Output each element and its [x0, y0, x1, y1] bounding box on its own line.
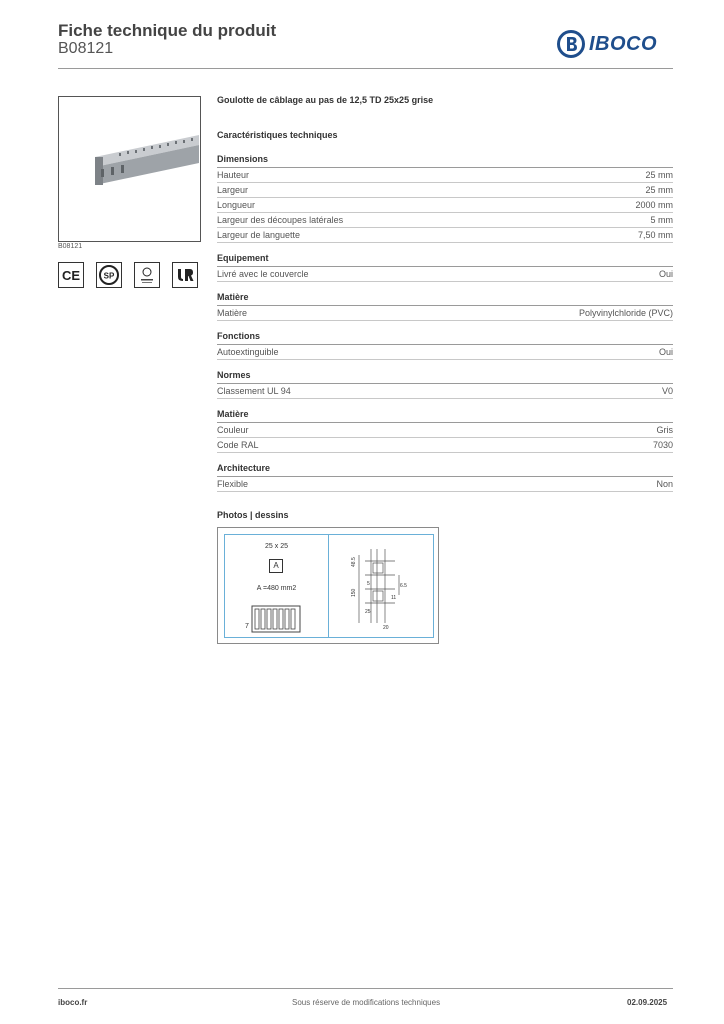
spec-row: Autoextinguible Oui — [217, 345, 673, 360]
svg-text:SP: SP — [103, 271, 115, 281]
count-label: 7 — [245, 623, 249, 630]
dim-top: 48.5 — [351, 557, 357, 567]
section-title: Equipement — [217, 251, 673, 267]
section-dimensions — [217, 152, 673, 243]
product-title: Goulotte de câblage au pas de 12,5 TD 25x25 grise — [217, 95, 434, 105]
spec-content — [217, 95, 673, 524]
page-title: Fiche technique du produit — [58, 21, 277, 40]
cross-section-drawing — [224, 534, 329, 638]
footer-disclaimer: Sous réserve de modifications techniques — [292, 998, 441, 1007]
ur-mark-icon — [172, 262, 198, 288]
section-normes — [217, 368, 673, 399]
dimension-drawing-icon — [329, 535, 433, 637]
ce-mark-icon: CE — [58, 262, 84, 288]
footer-date: 02.09.2025 — [627, 998, 668, 1007]
footer-website[interactable]: iboco.fr — [58, 998, 88, 1007]
product-photo — [58, 96, 201, 242]
dim-e: 20 — [383, 625, 389, 631]
section-title: Architecture — [217, 461, 673, 477]
spec-row: Largeur 25 mm — [217, 183, 673, 198]
spec-row: Largeur de languette 7,50 mm — [217, 228, 673, 243]
duct-side-view-icon — [251, 605, 301, 633]
photos-heading: Photos | dessins — [217, 510, 289, 520]
logo-text: IBOCO — [589, 32, 658, 55]
technical-drawings — [217, 527, 439, 644]
area-symbol-icon: A — [269, 559, 283, 573]
dim-c: 5 — [367, 581, 370, 587]
spec-row: Matière Polyvinylchloride (PVC) — [217, 306, 673, 321]
section-equipement — [217, 251, 673, 282]
dim-d: 25 — [365, 609, 371, 615]
brand-logo — [557, 28, 675, 60]
spec-row: Classement UL 94 V0 — [217, 384, 673, 399]
spec-row: Hauteur 25 mm — [217, 168, 673, 183]
section-title: Fonctions — [217, 329, 673, 345]
section-title: Normes — [217, 368, 673, 384]
tech-heading: Caractéristiques techniques — [217, 130, 338, 140]
size-label: 25 x 25 — [265, 543, 288, 550]
photo-caption: B08121 — [58, 243, 83, 250]
product-code: B08121 — [58, 40, 114, 57]
spec-row: Longueur 2000 mm — [217, 198, 673, 213]
dimension-drawing — [328, 534, 434, 638]
dim-a: 6.5 — [400, 583, 407, 589]
dim-b: 11 — [391, 595, 397, 601]
certification-logos — [58, 262, 198, 288]
spec-row: Flexible Non — [217, 477, 673, 492]
iboco-logo-icon — [557, 30, 585, 58]
ul-listed-icon — [134, 262, 160, 288]
spec-row: Couleur Gris — [217, 423, 673, 438]
footer-divider — [58, 988, 673, 989]
cable-duct-illustration — [59, 97, 201, 242]
section-matiere — [217, 290, 673, 321]
spec-row: Livré avec le couvercle Oui — [217, 267, 673, 282]
section-architecture — [217, 461, 673, 492]
section-matiere-couleur — [217, 407, 673, 453]
section-title: Matière — [217, 407, 673, 423]
header-divider — [58, 68, 673, 69]
section-fonctions — [217, 329, 673, 360]
section-title: Matière — [217, 290, 673, 306]
spec-row: Code RAL 7030 — [217, 438, 673, 453]
area-label: A =480 mm2 — [256, 585, 297, 592]
section-title: Dimensions — [217, 152, 673, 168]
dim-side: 150 — [351, 588, 357, 597]
csa-mark-icon — [96, 262, 122, 288]
spec-row: Largeur des découpes latérales 5 mm — [217, 213, 673, 228]
